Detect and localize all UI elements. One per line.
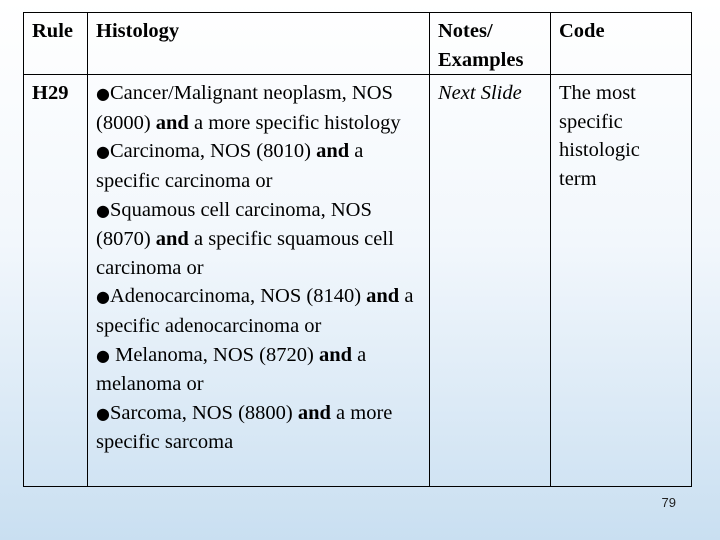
bullet-icon: ●	[96, 345, 110, 365]
bullet-icon: ●	[96, 200, 110, 220]
header-histology: Histology	[88, 13, 430, 75]
notes-cell: Next Slide	[430, 75, 551, 487]
bullet-icon: ●	[96, 84, 110, 104]
histology-item: ●Sarcoma, NOS (8800) and a more specific sarcoma	[96, 401, 393, 454]
code-text: The most specific histologic term	[559, 82, 640, 190]
histology-item: ●Adenocarcinoma, NOS (8140) and a specific adenocarcinoma or	[96, 285, 414, 337]
rule-id: H29	[24, 75, 88, 487]
bullet-icon: ●	[96, 403, 110, 423]
header-rule: Rule	[24, 13, 88, 75]
histology-item: ● Melanoma, NOS (8720) and a melanoma or	[96, 343, 367, 396]
header-code: Code	[551, 13, 692, 75]
histology-cell	[88, 75, 430, 487]
table-header-row	[24, 13, 692, 75]
histology-item: ●Squamous cell carcinoma, NOS (8070) and a specific squamous cell carcinoma or	[96, 198, 394, 279]
table-row	[24, 75, 692, 487]
bullet-icon: ●	[96, 142, 110, 162]
page-number: 79	[661, 495, 676, 510]
histology-item: ●Carcinoma, NOS (8010) and a specific carcinoma or	[96, 140, 364, 192]
rules-table	[23, 12, 692, 487]
bullet-icon: ●	[96, 287, 110, 307]
header-notes: Notes/ Examples	[430, 13, 551, 75]
histology-item: ●Cancer/Malignant neoplasm, NOS (8000) and a more specific histology	[96, 82, 401, 134]
code-cell	[551, 75, 692, 487]
